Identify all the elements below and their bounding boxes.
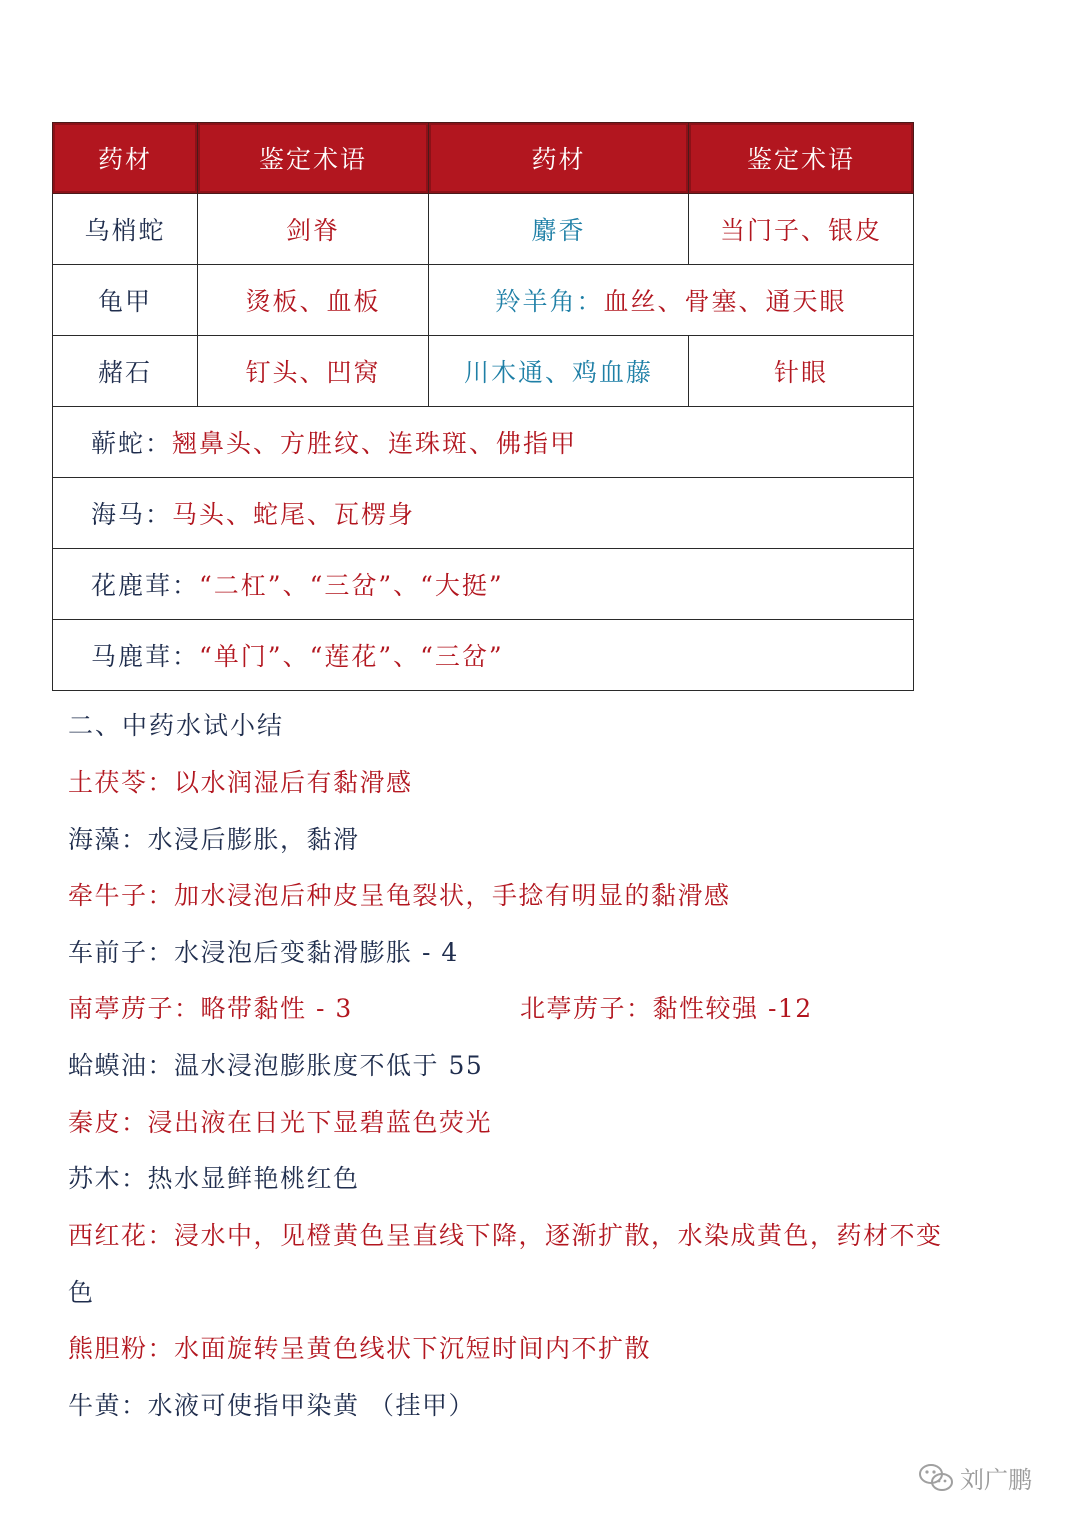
table-row: [53, 336, 914, 407]
herb-cell: 赭石: [53, 336, 198, 407]
term-text: “二杠”、“三岔”、“大挺”: [199, 571, 504, 600]
list-item: 秦皮：浸出液在日光下显碧蓝色荧光: [68, 1108, 493, 1137]
herb-label: 蕲蛇：: [91, 429, 173, 458]
herb-cell: 龟甲: [53, 265, 198, 336]
list-item-second: 北葶苈子：黏性较强 -12: [520, 994, 813, 1023]
table-row: [53, 194, 914, 265]
term-cell: 烫板、血板: [198, 265, 429, 336]
list-item: 土茯苓：以水润湿后有黏滑感: [68, 768, 413, 797]
table-row: [53, 478, 914, 549]
table-row: [53, 407, 914, 478]
merged-herb-term-cell: [429, 265, 914, 336]
table-row: [53, 620, 914, 691]
header-term-2: 鉴定术语: [689, 123, 914, 194]
herb-cell: 川木通、鸡血藤: [429, 336, 689, 407]
full-width-cell: [53, 549, 914, 620]
list-item: 牵牛子：加水浸泡后种皮呈龟裂状，手捻有明显的黏滑感: [68, 881, 731, 910]
list-item: 熊胆粉：水面旋转呈黄色线状下沉短时间内不扩散: [68, 1334, 652, 1363]
herb-cell: 麝香: [429, 194, 689, 265]
herb-cell: 乌梢蛇: [53, 194, 198, 265]
list-item: 牛黄：水液可使指甲染黄 （挂甲）: [68, 1391, 475, 1420]
wechat-icon: [918, 1463, 954, 1493]
herb-label: 马鹿茸：: [91, 642, 200, 671]
table-row: [53, 549, 914, 620]
term-cell: 针眼: [689, 336, 914, 407]
watermark-text: 刘广鹏: [960, 1466, 1032, 1494]
term-cell: 剑脊: [198, 194, 429, 265]
list-item: 蛤蟆油：温水浸泡膨胀度不低于 55: [68, 1051, 484, 1080]
herb-label: 羚羊角：: [495, 287, 604, 316]
list-item: 西红花：浸水中，见橙黄色呈直线下降，逐渐扩散，水染成黄色，药材不变: [68, 1221, 943, 1250]
list-item: 南葶苈子：略带黏性 - 3 北葶苈子：黏性较强 -12: [68, 989, 353, 1025]
identification-terms-table: [52, 122, 914, 691]
full-width-cell: [53, 407, 914, 478]
full-width-cell: [53, 478, 914, 549]
term-text: 翘鼻头、方胜纹、连珠斑、佛指甲: [172, 429, 578, 458]
term-cell: 钉头、凹窝: [198, 336, 429, 407]
header-term-1: 鉴定术语: [198, 123, 429, 194]
watermark: [918, 1460, 1032, 1495]
header-herb-2: 药材: [429, 123, 689, 194]
full-width-cell: [53, 620, 914, 691]
list-item: 车前子：水浸泡后变黏滑膨胀 - 4: [68, 938, 459, 967]
list-item: 苏木：热水显鲜艳桃红色: [68, 1164, 360, 1193]
list-item: 海藻：水浸后膨胀，黏滑: [68, 825, 360, 854]
term-cell: 当门子、银皮: [689, 194, 914, 265]
term-text: 马头、蛇尾、瓦楞身: [172, 500, 416, 529]
term-text: “单门”、“莲花”、“三岔”: [199, 642, 504, 671]
table-header-row: [53, 123, 914, 194]
herb-label: 花鹿茸：: [91, 571, 200, 600]
herb-label: 海马：: [91, 500, 173, 529]
list-item: 色: [68, 1278, 95, 1307]
section-title: 二、中药水试小结: [68, 711, 285, 740]
term-text: 血丝、骨塞、通天眼: [603, 287, 847, 316]
table-row: [53, 265, 914, 336]
header-herb-1: 药材: [53, 123, 198, 194]
